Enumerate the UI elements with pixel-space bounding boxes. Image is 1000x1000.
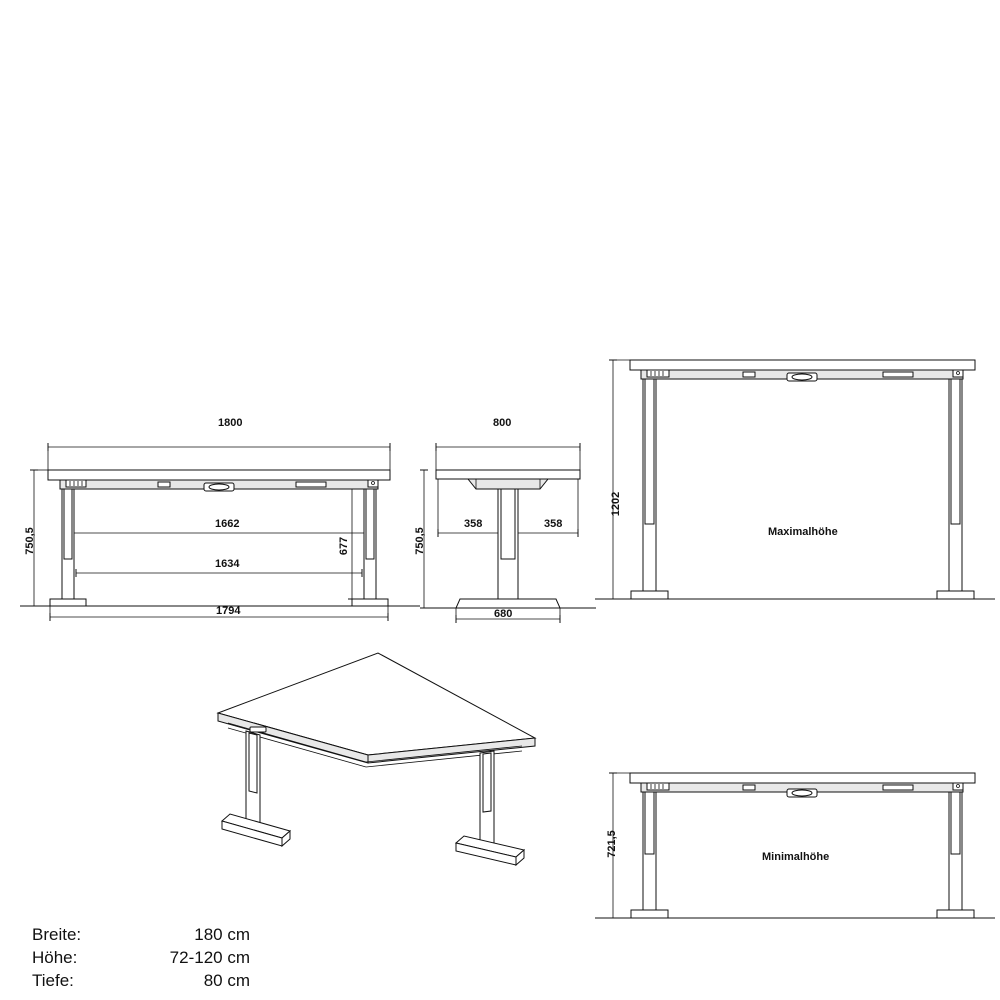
front-foot-span-label: 1794 <box>216 605 241 617</box>
front-inner-upper-label: 1662 <box>215 518 240 530</box>
front-leg-clear-label: 677 <box>338 536 351 556</box>
spec-value-breite: 180 cm <box>194 925 250 944</box>
max-height-caption: Maximalhöhe <box>768 526 838 538</box>
front-width-label: 1800 <box>218 417 243 429</box>
minimum-height-drawing <box>595 765 995 930</box>
front-height-label: 750,5 <box>23 527 36 555</box>
side-half-left-label: 358 <box>464 518 483 530</box>
spec-value-tiefe: 80 cm <box>203 971 250 990</box>
side-view-drawing <box>410 425 600 635</box>
side-half-right-label: 358 <box>544 518 563 530</box>
side-foot-depth-label: 680 <box>494 608 513 620</box>
spec-label-breite: Breite: <box>32 925 82 944</box>
spec-value-hoehe: 72-120 cm <box>169 948 250 967</box>
spec-label-hoehe: Höhe: <box>32 948 78 967</box>
maximum-height-drawing <box>595 350 995 625</box>
front-view-drawing <box>20 425 420 635</box>
side-width-label: 800 <box>493 417 512 429</box>
perspective-view-drawing <box>150 645 570 925</box>
min-height-dim-label: 721,5 <box>605 830 618 858</box>
side-height-label: 750,5 <box>413 527 426 555</box>
max-height-dim-label: 1202 <box>610 491 623 517</box>
front-inner-lower-label: 1634 <box>215 558 240 570</box>
spec-label-tiefe: Tiefe: <box>32 971 74 990</box>
min-height-caption: Minimalhöhe <box>762 851 830 863</box>
